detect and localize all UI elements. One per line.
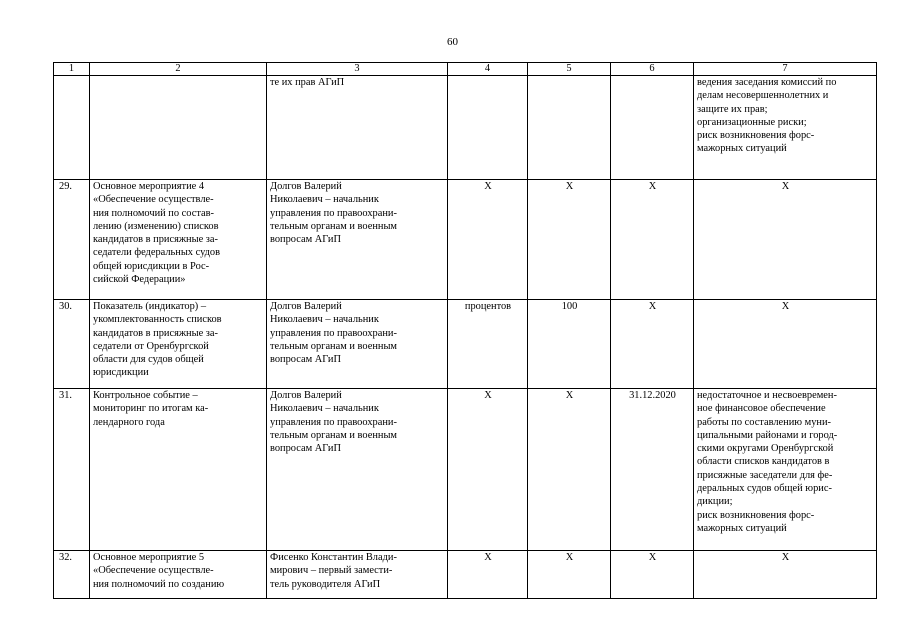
row-risks: Х [694,300,877,389]
row-responsible: Долгов Валерий Николаевич – начальник управления по правоохрани- тельным органам и военным вопросам АГиП [267,180,448,300]
row-measure-name: Основное мероприятие 5 «Обеспечение осуществле- ния полномочий по созданию [90,551,267,599]
row-date: Х [611,180,694,300]
row-measure-name: Показатель (индикатор) – укомплектованность списков кандидатов в присяжные за- седатели от Оренбургской области для судов общей юрисдикции [90,300,267,389]
row-number: 32. [54,551,90,599]
row-date: Х [611,551,694,599]
row-number: 30. [54,300,90,389]
row-risks: недостаточное и несвоевремен- ное финансовое обеспечение работы по составлению муни- ципальными районами и город- скими округами Оренбургской области списков кандидатов в присяжные заседатели для фе- деральных судов общей юрис- дикции; риск возникновения форс- мажорных ситуаций [694,389,877,551]
row-number: 31. [54,389,90,551]
page-number: 60 [447,36,458,48]
row-responsible: Долгов Валерий Николаевич – начальник управления по правоохрани- тельным органам и военным вопросам АГиП [267,300,448,389]
row-measure-name: Контрольное событие – мониторинг по итогам ка- лендарного года [90,389,267,551]
row-value: Х [528,551,611,599]
table-row-continuation [54,76,877,180]
row-date [611,76,694,180]
row-responsible: те их прав АГиП [267,76,448,180]
table-row-30 [54,300,877,389]
row-value: Х [528,180,611,300]
row-number: 29. [54,180,90,300]
row-date: 31.12.2020 [611,389,694,551]
row-responsible: Долгов Валерий Николаевич – начальник управления по правоохрани- тельным органам и военным вопросам АГиП [267,389,448,551]
header-col-7: 7 [694,63,877,76]
row-number [54,76,90,180]
table-row-31 [54,389,877,551]
column-number-header-row [54,63,877,76]
row-date: Х [611,300,694,389]
header-col-1: 1 [54,63,90,76]
row-risks: Х [694,180,877,300]
row-measure-name: Основное мероприятие 4 «Обеспечение осуществле- ния полномочий по состав- лению (изменению) списков кандидатов в присяжные за- седатели федеральных судов общей юрисдикции в Рос- сийской Федерации» [90,180,267,300]
row-value: 100 [528,300,611,389]
row-unit: процентов [448,300,528,389]
header-col-6: 6 [611,63,694,76]
table-row-32 [54,551,877,599]
row-value: Х [528,389,611,551]
row-measure-name [90,76,267,180]
row-unit: Х [448,551,528,599]
row-value [528,76,611,180]
row-responsible: Фисенко Константин Влади- мирович – первый замести- тель руководителя АГиП [267,551,448,599]
header-col-3: 3 [267,63,448,76]
plan-table [53,62,877,599]
row-unit [448,76,528,180]
row-risks: ведения заседания комиссий по делам несовершеннолетних и защите их прав; организационные риски; риск возникновения форс- мажорных ситуаций [694,76,877,180]
header-col-4: 4 [448,63,528,76]
row-unit: Х [448,389,528,551]
row-unit: Х [448,180,528,300]
table-row-29 [54,180,877,300]
header-col-5: 5 [528,63,611,76]
row-risks: Х [694,551,877,599]
header-col-2: 2 [90,63,267,76]
